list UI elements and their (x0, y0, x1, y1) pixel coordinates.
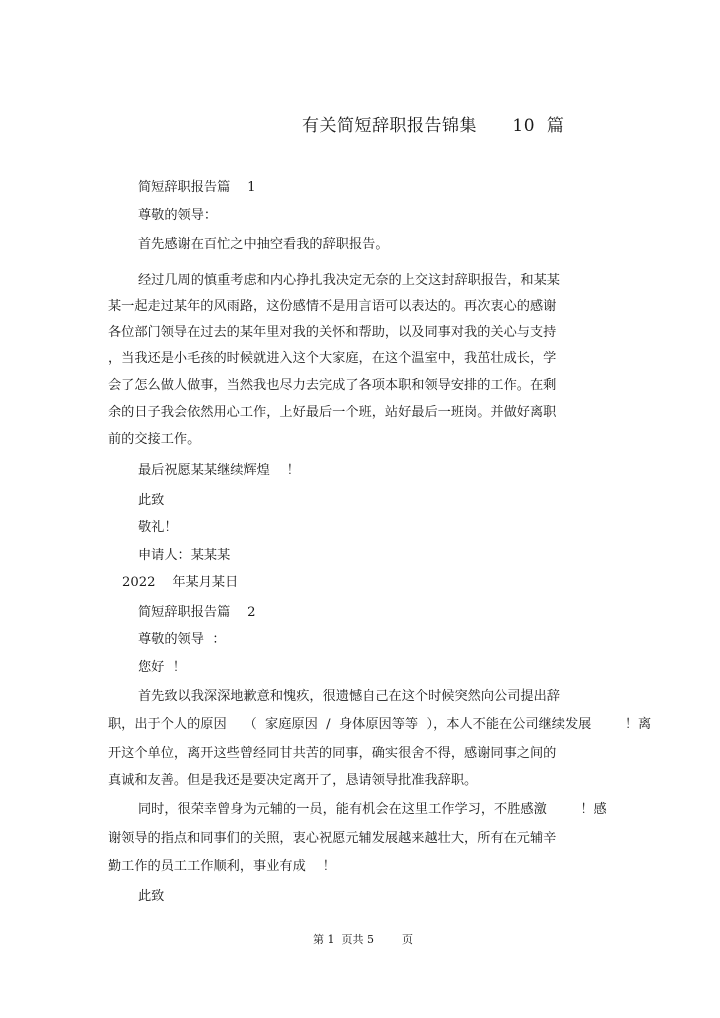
salutation: 尊敬的领导： (138, 208, 218, 223)
paragraph-line: ，当我还是小毛孩的时候就进入这个大家庭，在这个温室中，我茁壮成长，学 (108, 351, 557, 366)
date-line: 2022 年某月某日 (122, 575, 239, 590)
paragraph-line: 首先致以我深深地歉意和愧疚，很遗憾自己在这个时候突然向公司提出辞 (138, 689, 560, 704)
paragraph-line: 职，出于个人的原因 （ 家庭原因 / 身体原因等等 ），本人不能在公司继续发展 ！离 (108, 717, 652, 732)
closing-line: 敬礼！ (138, 520, 178, 535)
section-heading-2: 简短辞职报告篇 2 (138, 605, 256, 620)
greeting-line: 您好 ！ (138, 660, 186, 675)
paragraph-line: 某一起走过某年的风雨路，这份感情不是用言语可以表达的。再次衷心的感谢 (108, 299, 557, 314)
salutation: 尊敬的领导 ： (138, 632, 226, 647)
paragraph-line: 余的日子我会依然用心工作，上好最后一个班，站好最后一班岗。并做好离职 (108, 405, 557, 420)
closing-line: 此致 (138, 493, 165, 508)
document-title: 有关简短辞职报告锦集 10 篇 (302, 116, 565, 136)
signature-line: 申请人：某某某 (138, 548, 231, 563)
paragraph-line: 经过几周的慎重考虑和内心挣扎我决定无奈的上交这封辞职报告，和某某 (138, 273, 560, 288)
paragraph-line: 会了怎么做人做事，当然我也尽力去完成了各项本职和领导安排的工作。在剩 (108, 378, 557, 393)
paragraph-line: 勤工作的员工工作顺利，事业有成 ！ (108, 859, 336, 874)
paragraph-line: 各位部门领导在过去的某年里对我的关怀和帮助，以及同事对我的关心与支持 (108, 325, 557, 340)
section-heading-1: 简短辞职报告篇 1 (138, 180, 256, 195)
paragraph-line: 前的交接工作。 (108, 432, 201, 447)
closing-line: 此致 (138, 889, 165, 904)
paragraph-line: 最后祝愿某某继续辉煌 ！ (138, 463, 300, 478)
page-footer: 第 1 页共 5 页 (313, 933, 413, 946)
paragraph-line: 同时，很荣幸曾身为元辅的一员，能有机会在这里工作学习，不胜感激 ！感 (138, 802, 607, 817)
paragraph-line: 首先感谢在百忙之中抽空看我的辞职报告。 (138, 237, 389, 252)
paragraph-line: 真诚和友善。但是我还是要决定离开了，恳请领导批准我辞职。 (108, 773, 478, 788)
paragraph-line: 开这个单位，离开这些曾经同甘共苦的同事，确实很舍不得，感谢同事之间的 (108, 746, 557, 761)
paragraph-line: 谢领导的指点和同事们的关照，衷心祝愿元辅发展越来越壮大，所有在元辅辛 (108, 831, 557, 846)
